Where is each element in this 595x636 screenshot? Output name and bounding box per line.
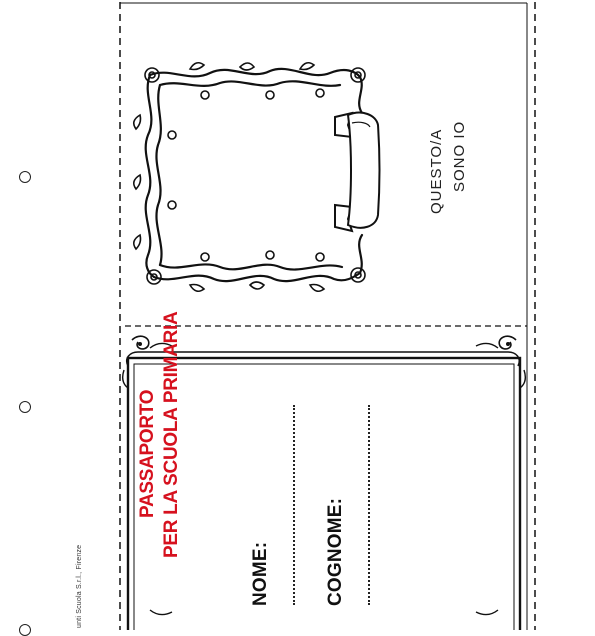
surname-dotted-line — [368, 405, 370, 605]
copyright-credit: unti Scuola S.r.l., Firenze — [76, 544, 83, 628]
title-line-2: PER LA SCUOLA PRIMARIA — [161, 311, 182, 558]
caption-line-1: QUESTO/A — [428, 128, 445, 214]
caption-line-2: SONO IO — [451, 120, 469, 192]
name-dotted-line — [293, 405, 295, 605]
surname-label: COGNOME: — [325, 497, 346, 606]
cover-title — [138, 312, 181, 558]
title-line-1: PASSAPORTO — [137, 389, 158, 518]
vine-photo-frame — [130, 55, 390, 295]
photo-caption — [425, 121, 472, 214]
name-label: NOME: — [250, 541, 271, 606]
